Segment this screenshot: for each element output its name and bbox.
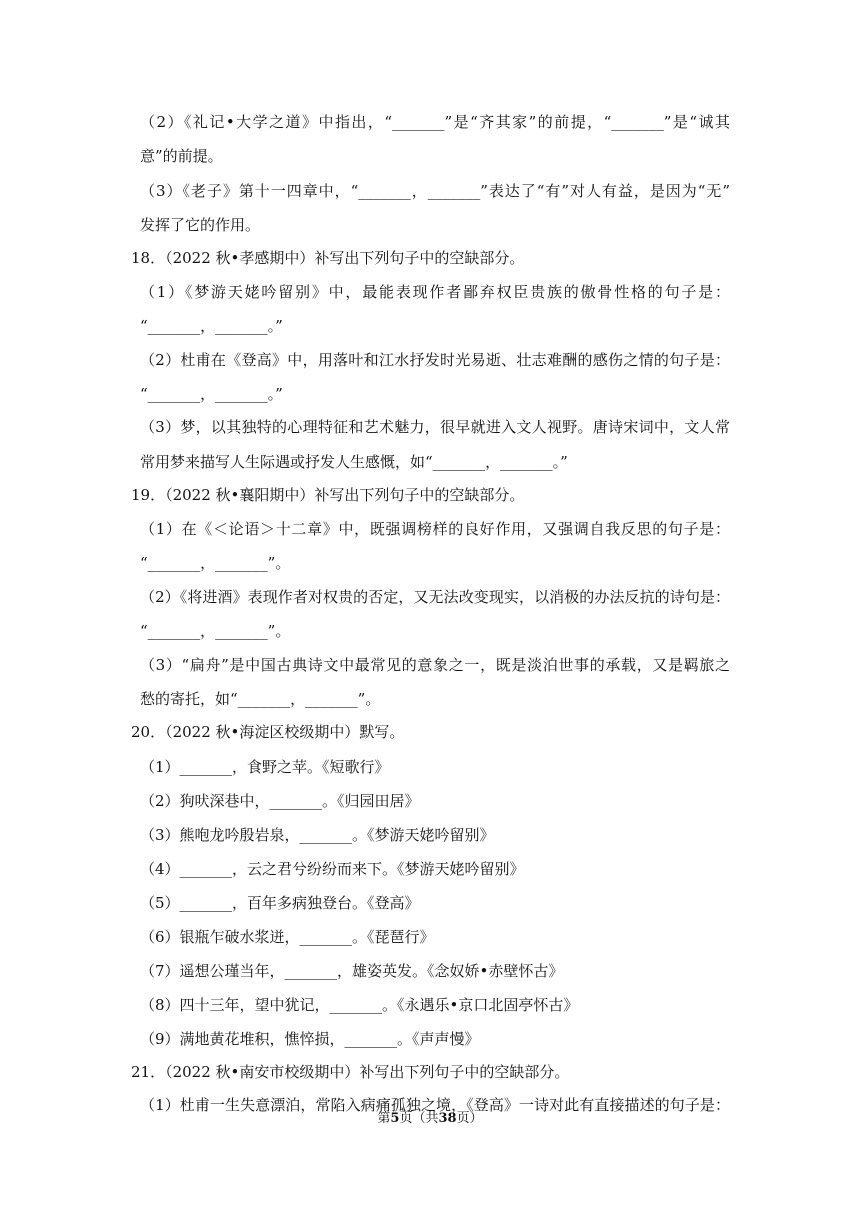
footer-total-pages: 38 xyxy=(438,1111,457,1126)
text-line: （3）梦，以其独特的心理特征和艺术魅力，很早就进入文人视野。唐诗宋词中，文人常 xyxy=(140,418,730,436)
text-line: “_______，_______。” xyxy=(140,385,283,403)
text-line: 愁的寄托，如“_______，_______”。 xyxy=(140,690,381,708)
text-line: （1）《梦游天姥吟留别》中，最能表现作者鄙弃权臣贵族的傲骨性格的句子是： xyxy=(140,283,730,301)
text-line: （6）银瓶乍破水浆迸，_______。《琵琶行》 xyxy=(140,928,435,946)
text-line: （2）杜甫在《登高》中，用落叶和江水抒发时光易逝、壮志难酬的感伤之情的句子是： xyxy=(140,351,730,369)
text-line: （1）杜甫一生失意漂泊，常陷入病痛孤独之境，《登高》一诗对此有直接描述的句子是： xyxy=(140,1096,730,1114)
text-line: 常用梦来描写人生际遇或抒发人生感慨，如“_______，_______。” xyxy=(140,453,568,471)
question-heading: 21．（2022 秋•南安市校级期中）补写出下列句子中的空缺部分。 xyxy=(131,1063,570,1081)
text-line: （2）《将进酒》表现作者对权贵的否定，又无法改变现实，以消极的办法反抗的诗句是： xyxy=(140,588,730,606)
footer-suffix: 页） xyxy=(456,1111,483,1126)
text-line: （2）狗吠深巷中，_______。《归园田居》 xyxy=(140,792,420,810)
text-line: 意”的前提。 xyxy=(140,147,223,165)
text-line: “_______，_______”。 xyxy=(140,554,291,572)
text-line: （1）在《＜论语＞十二章》中，既强调榜样的良好作用，又强调自我反思的句子是： xyxy=(140,520,730,538)
question-heading: 18．（2022 秋•孝感期中）补写出下列句子中的空缺部分。 xyxy=(131,249,525,267)
footer-middle: 页（共 xyxy=(399,1111,439,1126)
text-line: “_______，_______。” xyxy=(140,317,283,335)
footer-prefix: 第 xyxy=(377,1111,391,1126)
page-footer xyxy=(0,1110,860,1128)
text-line: （7）遥想公瑾当年，_______，雄姿英发。《念奴娇•赤壁怀古》 xyxy=(140,962,564,980)
text-line: （2）《礼记•大学之道》中指出，“_______”是“齐其家”的前提，“_______”是“诚其 xyxy=(140,113,730,131)
text-line: 发挥了它的作用。 xyxy=(140,216,261,234)
text-line: （1）_______，食野之苹。《短歌行》 xyxy=(140,758,390,776)
text-line: （8）四十三年，望中犹记，_______。《永遇乐•京口北固亭怀古》 xyxy=(140,996,579,1014)
footer-page-number: 5 xyxy=(390,1111,400,1126)
question-heading: 20．（2022 秋•海淀区校级期中）默写。 xyxy=(131,723,405,741)
text-line: （3）“扁舟”是中国古典诗文中最常见的意象之一，既是淡泊世事的承载，又是羁旅之 xyxy=(140,656,730,674)
question-heading: 19．（2022 秋•襄阳期中）补写出下列句子中的空缺部分。 xyxy=(131,486,525,504)
text-line: （9）满地黄花堆积，憔悴损，_______。《声声慢》 xyxy=(140,1030,480,1048)
text-line: （3）熊咆龙吟殷岩泉，_______。《梦游天姥吟留别》 xyxy=(140,826,495,844)
text-line: “_______，_______”。 xyxy=(140,622,291,640)
text-line: （5）_______，百年多病独登台。《登高》 xyxy=(140,894,420,912)
text-line: （3）《老子》第十一四章中，“_______，_______”表达了“有”对人有益，是因为“无” xyxy=(140,182,730,200)
text-line: （4）_______，云之君兮纷纷而来下。《梦游天姥吟留别》 xyxy=(140,860,525,878)
